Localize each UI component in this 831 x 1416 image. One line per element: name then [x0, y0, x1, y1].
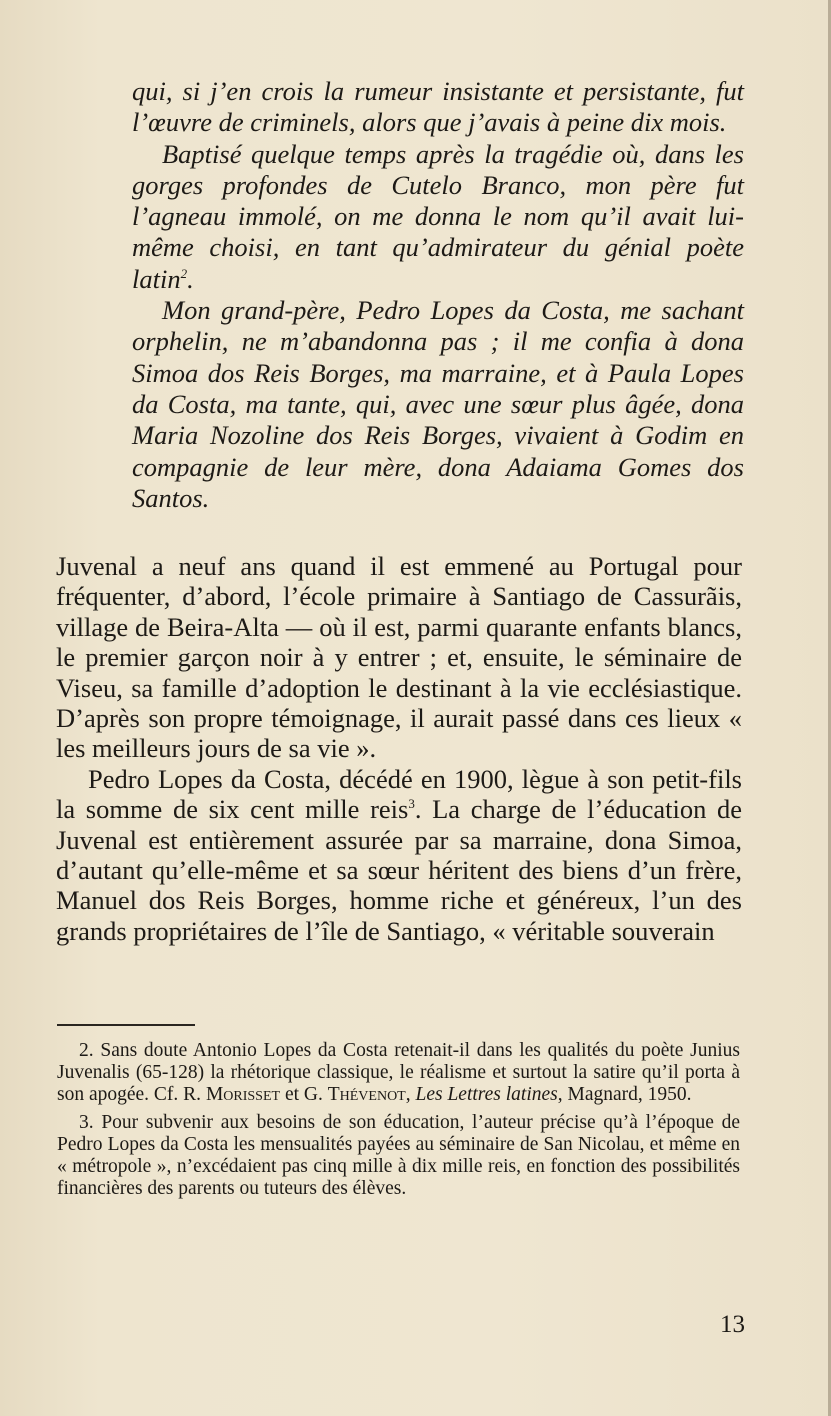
- quote-paragraph-1: qui, si j’en crois la rumeur insistante et persistante, fut l’œuvre de criminels, alors que j’avais à peine dix mois.: [132, 76, 744, 138]
- page-number: 13: [720, 1311, 745, 1338]
- footnote-2: 2. Sans doute Antonio Lopes da Costa retenait-il dans les qualités du poète Junius Juvenalis (65-128) la rhétorique classique, le réalisme et surtout la satire qu’il porta à son apogée. Cf. R. Morisset et G. Thévenot, Les Lettres latines, Magnard, 1950.: [57, 1040, 740, 1105]
- body-paragraph-2: Pedro Lopes da Costa, décédé en 1900, lègue à son petit-fils la somme de six cent mille reis$^3$. La charge de l’éducation de Juvenal est entièrement assurée par sa marraine, dona Simoa, d’autant qu’elle-même et sa sœur héritent des biens d’un frère, Manuel dos Reis Borges, homme riche et généreux, l’un des grands propriétaires de l’île de Santiago, « véritable souverain: [56, 763, 742, 946]
- book-title: Les Lettres latines: [415, 1084, 558, 1105]
- body-text: [56, 551, 742, 946]
- author-name-morisset: Morisset: [205, 1084, 281, 1105]
- footnote-3: 3. Pour subvenir aux besoins de son éducation, l’auteur précise qu’à l’époque de Pedro Lopes da Costa les mensualités payées au séminaire de San Nicolau, et même en « métropole », n’excédaient pas cinq mille à dix mille reis, en fonction des possibilités financières des parents ou tuteurs des élèves.: [57, 1112, 740, 1199]
- footnotes: [57, 1040, 740, 1206]
- italic-quotation: [132, 76, 744, 514]
- quote-paragraph-2: Baptisé quelque temps après la tragédie où, dans les gorges profondes de Cutelo Branco, mon père fut l’agneau immolé, on me donna le nom qu’il avait lui-même choisi, en tant qu’admirateur du génial poète latin$^2$.: [132, 138, 744, 294]
- footnote-separator: [57, 1024, 195, 1026]
- author-name-thevenot: Thévenot: [327, 1084, 406, 1105]
- body-paragraph-1: Juvenal a neuf ans quand il est emmené au Portugal pour fréquenter, d’abord, l’école primaire à Santiago de Cassurãis, village de Beira-Alta — où il est, parmi quarante enfants blancs, le premier garçon noir à y entrer ; et, ensuite, le séminaire de Viseu, sa famille d’adoption le destinant à la vie ecclésiastique. D’après son propre témoignage, il aurait passé dans ces lieux « les meilleurs jours de sa vie ».: [56, 551, 742, 764]
- footnote-ref-2: 2: [180, 265, 188, 281]
- footnote-ref-3: 3: [408, 796, 415, 812]
- quote-paragraph-3: Mon grand-père, Pedro Lopes da Costa, me sachant orphelin, ne m’abandonna pas ; il me confia à dona Simoa dos Reis Borges, ma marraine, et à Paula Lopes da Costa, ma tante, qui, avec une sœur plus âgée, dona Maria Nozoline dos Reis Borges, vivaient à Godim en compagnie de leur mère, dona Adaiama Gomes dos Santos.: [132, 295, 744, 513]
